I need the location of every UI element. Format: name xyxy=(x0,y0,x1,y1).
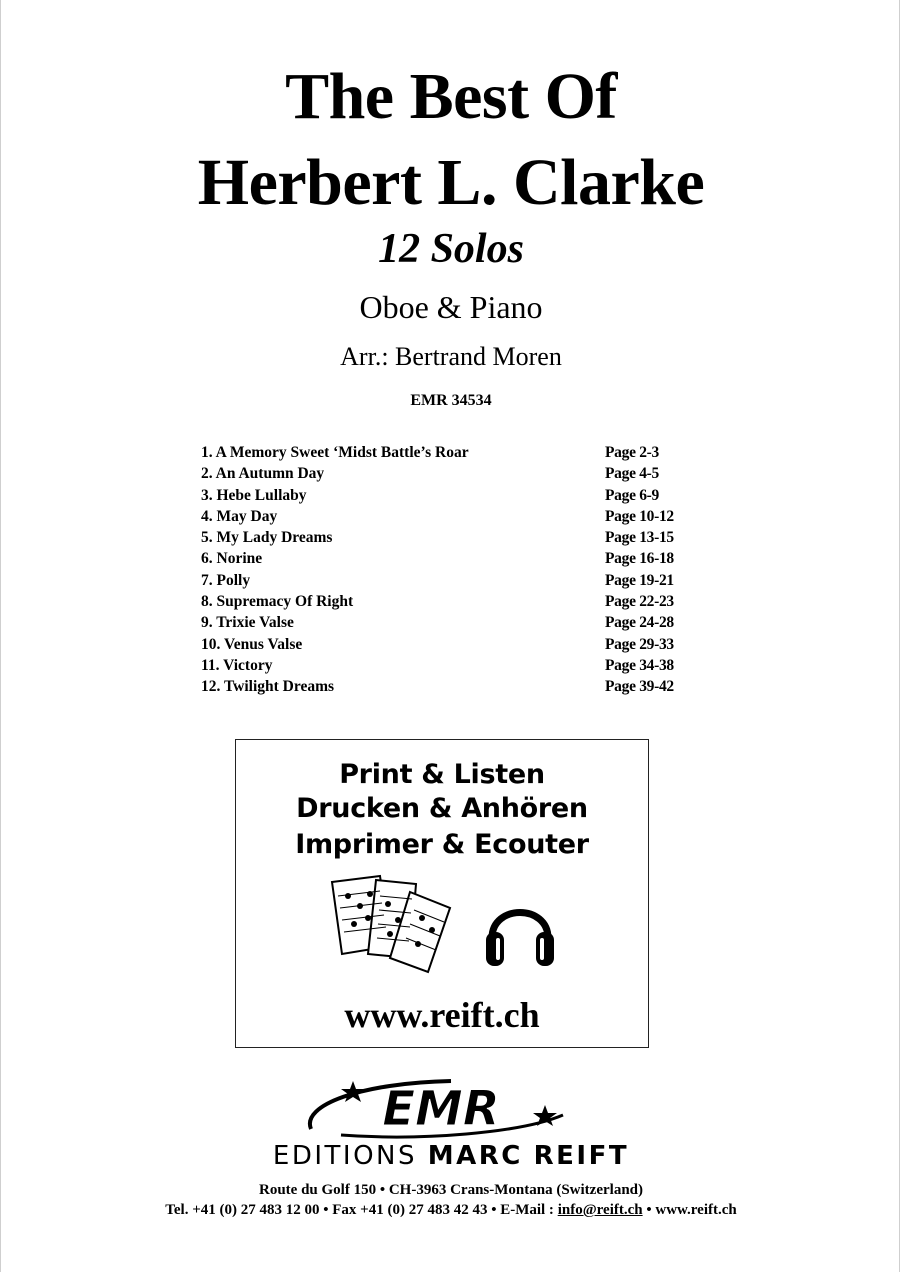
toc-title: 12. Twilight Dreams xyxy=(201,678,335,696)
print-listen-box xyxy=(235,739,649,1048)
toc-title: 7. Polly xyxy=(201,571,251,589)
contact-phone-fax: Tel. +41 (0) 27 483 12 00 • Fax +41 (0) 27 483 42 43 • E-Mail : xyxy=(165,1202,558,1218)
publisher-name-editions: EDITIONS xyxy=(272,1141,417,1171)
toc-pages: Page 24-28 xyxy=(605,614,674,632)
publisher-name-reift: REIFT xyxy=(533,1141,630,1171)
toc-pages: Page 2-3 xyxy=(605,444,659,461)
toc-pages: Page 34-38 xyxy=(605,656,674,674)
toc-title: 6. Norine xyxy=(201,550,263,568)
toc-title: 9. Trixie Valse xyxy=(201,614,294,632)
toc-row xyxy=(201,506,721,527)
instrumentation: Oboe & Piano xyxy=(359,289,543,325)
toc-title: 8. Supremacy Of Right xyxy=(201,593,354,611)
promo-website[interactable]: www.reift.ch xyxy=(344,995,540,1035)
toc-row xyxy=(201,570,721,591)
toc-pages: Page 16-18 xyxy=(605,550,674,568)
toc-title: 10. Venus Valse xyxy=(201,635,303,653)
title-line-1: The Best Of xyxy=(285,60,617,133)
toc-pages: Page 19-21 xyxy=(605,571,674,589)
promo-line-french: Imprimer & Ecouter xyxy=(295,829,589,860)
toc-row xyxy=(201,527,721,548)
toc-row xyxy=(201,463,721,484)
toc-row xyxy=(201,655,721,676)
sheet-music-icon xyxy=(328,874,458,974)
arranger: Arr.: Bertrand Moren xyxy=(340,342,562,371)
toc-title: 11. Victory xyxy=(201,656,273,674)
email-link[interactable]: info@reift.ch xyxy=(557,1202,643,1218)
toc-title: 3. Hebe Lullaby xyxy=(201,486,307,504)
title-line-2: Herbert L. Clarke xyxy=(197,146,705,219)
catalog-number: EMR 34534 xyxy=(410,392,492,409)
promo-line-german: Drucken & Anhören xyxy=(296,793,588,824)
toc-row xyxy=(201,442,721,463)
toc-row xyxy=(201,634,721,655)
headphones-icon xyxy=(484,890,556,970)
toc-pages: Page 10-12 xyxy=(605,507,674,525)
toc-pages: Page 6-9 xyxy=(605,486,659,504)
toc-row xyxy=(201,548,721,569)
toc-pages: Page 13-15 xyxy=(605,529,674,547)
publisher-address: Route du Golf 150 • CH-3963 Crans-Montana (Switzerland) xyxy=(259,1182,643,1198)
logo-text: EMR xyxy=(382,1081,500,1137)
toc-title: 5. My Lady Dreams xyxy=(201,529,333,547)
toc-row xyxy=(201,485,721,506)
publisher-contact xyxy=(1,1200,900,1220)
contact-website: • www.reift.ch xyxy=(642,1202,737,1218)
toc-pages: Page 29-33 xyxy=(605,635,674,653)
toc-row xyxy=(201,676,721,697)
toc-pages: Page 22-23 xyxy=(605,593,674,611)
emr-logo xyxy=(301,1075,581,1145)
toc-title: 1. A Memory Sweet ‘Midst Battle’s Roar xyxy=(201,444,469,461)
publisher-name xyxy=(1,1141,900,1171)
toc-title: 2. An Autumn Day xyxy=(201,465,325,483)
toc-row xyxy=(201,591,721,612)
toc-pages: Page 4-5 xyxy=(605,465,659,483)
promo-line-english: Print & Listen xyxy=(339,759,545,790)
toc-title: 4. May Day xyxy=(201,507,278,525)
publisher-name-marc: MARC xyxy=(427,1141,523,1171)
subtitle: 12 Solos xyxy=(378,226,524,272)
toc-row xyxy=(201,612,721,633)
toc-pages: Page 39-42 xyxy=(605,678,674,696)
table-of-contents xyxy=(201,442,721,698)
